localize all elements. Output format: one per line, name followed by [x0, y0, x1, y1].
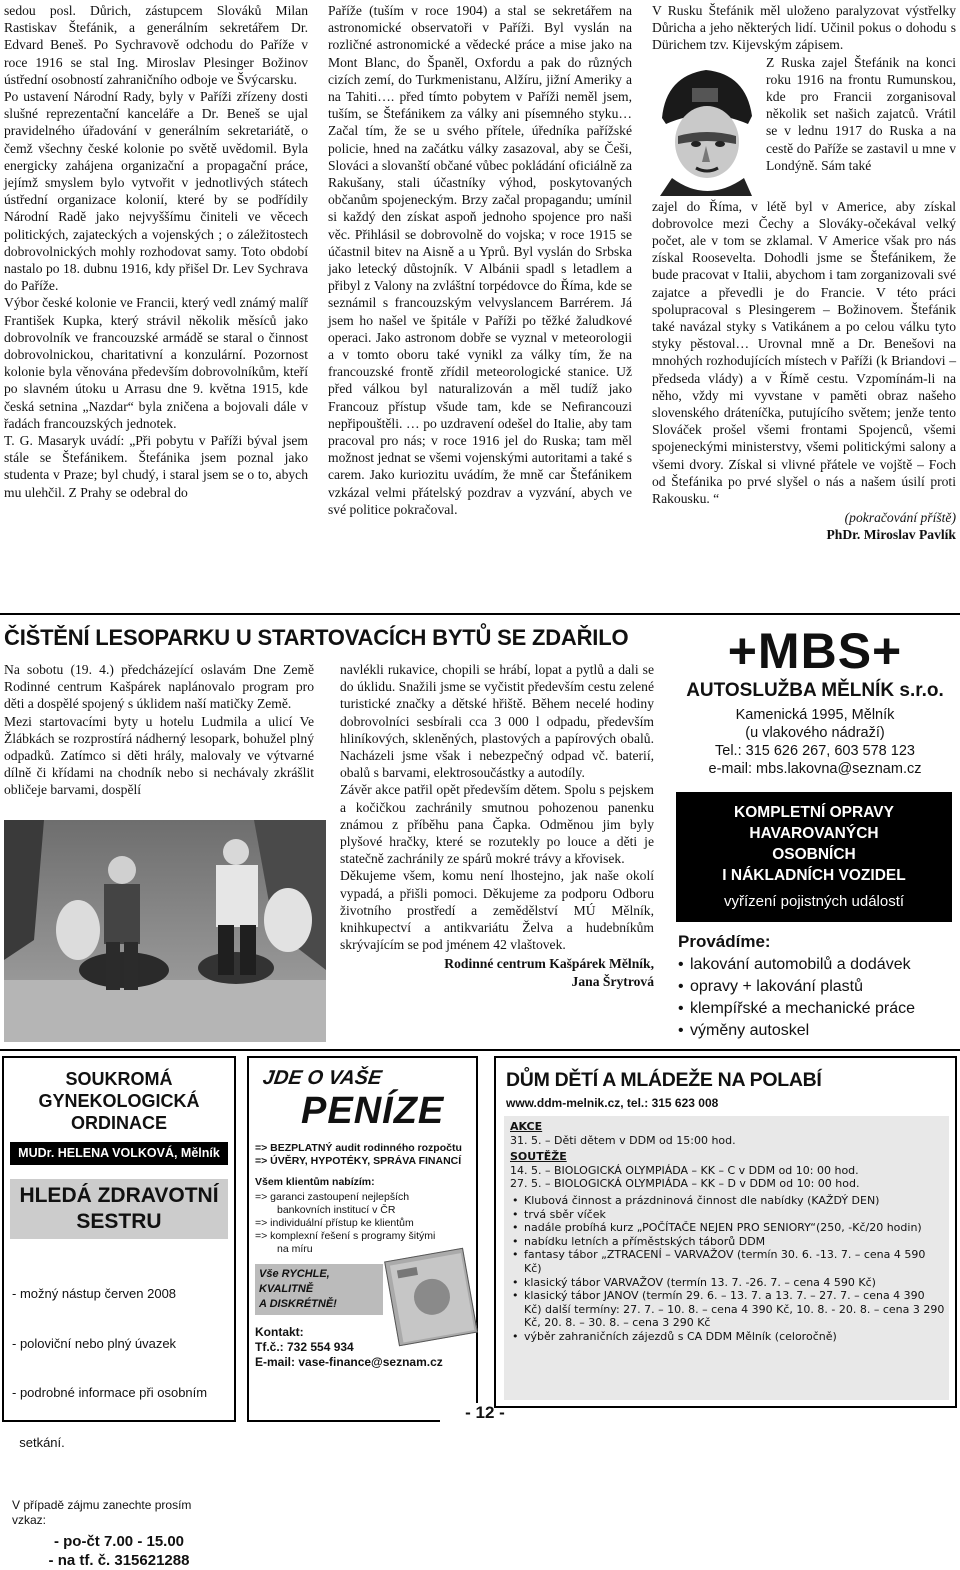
gyn-phone: - na tf. č. 315621288	[48, 1552, 190, 1570]
signature-line-1: Rodinné centrum Kašpárek Mělník,	[444, 956, 654, 972]
finance-offer-list	[255, 1191, 476, 1256]
finance-email[interactable]: E-mail: vase-finance@seznam.cz	[255, 1355, 443, 1369]
ddm-souteze-heading: SOUTĚŽE	[510, 1150, 567, 1164]
mbs-logo: +MBS+	[727, 623, 903, 679]
list-item: • klasický tábor JANOV (termín 29. 6. – 13. 7. a 13. 7. – 27. 7. – cena 4 390 Kč) další termíny: 27. 7. – 10. 8. – cena 4 390 Kč, 10. 8. - 20. 8. – cena 3 290 Kč, 20. 8. – 30. 8. – cena 3 290 Kč	[510, 1289, 945, 1330]
finance-clients-heading: Všem klientům nabízím:	[255, 1176, 375, 1188]
list-item: na míru	[277, 1243, 313, 1255]
list-item: => garanci zastoupení nejlepších	[255, 1191, 410, 1203]
ddm-akce-heading: AKCE	[510, 1120, 543, 1133]
finance-contact-heading: Kontakt:	[255, 1325, 304, 1339]
paragraph: zajel do Říma, v létě byl v Americe, aby získal dobrovolce mezi Čechy a Slováky-očekával velký počet, ale v tom se zklamal. V Americe však pro nás získal Roosevelta. Dohodli jsme se Štefánikem, že bude pracovat v Italii, abychom i tam zorganizovali své zajatce a převedli je do Francie. V této práci spolupracoval s Plesingerem – Božinovem. Štefánik také navázal styky s Vatikánem a po celou válku tyto styky pěstoval… Urovnal mně a Dr. Benešovi na mnohých rozhodujících místech v Paříži (k Briandovi –předseda vlády) a v Římě cestu. Vzpomínám-li na něho, vždy mi vyvstane v paměti obraz našeho slovenského dráteníčka, putujícího světem; jenže tento Slováček prošel všemi frontami Spojenců, všemi spojeneckými ministerstvy, všemi politickými salony a všemi dvory. Získal si vlivné přátele ve vojště – Foch od Štefánika po prvé slyšel o nás a našem úsilí proti Rakousku. “	[652, 198, 956, 507]
mbs-email[interactable]: e-mail: mbs.lakovna@seznam.cz	[708, 761, 922, 777]
paragraph: Na sobotu (19. 4.) předcházející oslavám Dne Země Rodinné centrum Kašpárek naplánovalo program pro děti a dospělé spojený s úklidem naší matičky Země.	[4, 662, 314, 712]
ddm-souteze-item: 14. 5. – BIOLOGICKÁ OLYMPIÁDA – KK – C v DDM od 10: 00 hod.	[510, 1163, 859, 1177]
gyn-hiring-box	[10, 1179, 228, 1239]
article-column-2	[328, 2, 632, 518]
finance-phone: Tf.č.: 732 554 934	[255, 1340, 354, 1354]
gyn-hiring-line-1: HLEDÁ ZDRAVOTNÍ	[19, 1184, 219, 1208]
mbs-address: Kamenická 1995, Mělník	[735, 707, 895, 723]
ddm-ad	[494, 1056, 957, 1408]
article2-column-right	[340, 661, 654, 990]
gyn-hours: - po-čt 7.00 - 15.00	[53, 1533, 185, 1551]
gyn-details	[12, 1253, 226, 1484]
gyn-contact-note: V případě zájmu zanechte prosím vzkaz:	[12, 1498, 192, 1528]
ddm-content	[504, 1116, 949, 1400]
list-item: • výměny autoskel	[676, 1020, 958, 1042]
list-item: • Klubová činnost a prázdninová činnost dle nabídky (KAŽDÝ DEN)	[510, 1194, 945, 1208]
gyn-detail-item: - možný nástup červen 2008	[12, 1286, 177, 1302]
mbs-company-name: AUTOSLUŽBA MĚLNÍK s.r.o.	[686, 680, 944, 701]
paragraph: Mezi startovacími byty u hotelu Ludmila a ulicí Ve Žlábkách se rozprostírá nádherný lesopark, bohužel plný odpadků. Zatímco si děti hrály, malovaly ve výtvarné dílně či křídami na chodník nebo si nechávaly zkrášlit obličeje barvami, dospělí	[4, 713, 314, 798]
list-item: • opravy + lakování plastů	[676, 976, 958, 998]
gyn-detail-item: - podrobné informace při osobním	[12, 1385, 208, 1401]
gynecology-ad	[2, 1056, 236, 1570]
banknote-image	[384, 1248, 478, 1347]
gyn-detail-item: setkání.	[12, 1434, 65, 1450]
finance-slogan-1: Vše RYCHLE, KVALITNĚ	[259, 1268, 330, 1295]
divider	[0, 1049, 960, 1051]
list-item: • klempířské a mechanické práce	[676, 998, 958, 1020]
gyn-detail-item: - poloviční nebo plný úvazek	[12, 1335, 177, 1351]
finance-slogan-2: A DISKRÉTNĚ!	[259, 1298, 337, 1310]
ddm-bullet-list	[510, 1194, 945, 1344]
paragraph: Výbor české kolonie ve Francii, který vedl známý malíř František Kupka, který strávil několik měsíců jako dobrovolník ve francouzské armádě se staral o činnost dobrovolnickou, charitativní a konzulární. Pozornost kolonie byla věnována především dobrovolníkům, kteří po slavném útoku u Arrasu dne 9. května 1915, kde česká setnina „Nazdar“ byla zničena a bojovali dále v řadách francouzských jednotek.	[4, 295, 308, 431]
gyn-doctor-bar: MUDr. HELENA VOLKOVÁ, Mělník	[10, 1142, 228, 1165]
ddm-akce-item: 31. 5. – Děti dětem v DDM od 15:00 hod.	[510, 1133, 736, 1147]
article-headline: ČIŠTĚNÍ LESOPARKU U STARTOVACÍCH BYTŮ SE ZDAŘILO	[4, 625, 629, 650]
cleanup-photo	[4, 820, 326, 1042]
list-item: • trvá sběr víček	[510, 1208, 945, 1222]
finance-title-1: JDE O VAŠE	[261, 1067, 384, 1089]
ddm-souteze-item: 27. 5. – BIOLOGICKÁ OLYMPIÁDA – KK – D v DDM od 10: 00 hod.	[510, 1177, 860, 1191]
article2-column-left	[4, 661, 314, 799]
ddm-website[interactable]: www.ddm-melnik.cz, tel.: 315 623 008	[506, 1096, 719, 1110]
list-item: => komplexní řešení s programy šitými	[255, 1230, 436, 1242]
mbs-box-subline: vyřízení pojistných událostí	[723, 893, 905, 910]
author: PhDr. Miroslav Pavlík	[826, 527, 956, 543]
list-item: • nabídku letních a příměstských táborů DDM	[510, 1235, 945, 1249]
mbs-box-line: KOMPLETNÍ OPRAVY	[734, 804, 894, 821]
ddm-title: DŮM DĚTÍ A MLÁDEŽE NA POLABÍ	[506, 1069, 822, 1091]
finance-title-2: PENÍZE	[301, 1090, 445, 1132]
paragraph: Paříže (tuším v roce 1904) a stal se sekretářem na astronomické observatoři v Paříži. Byl vyslán na rozličné astronomické a vědecké práce a mise jako na Mont Blanc, do Španěl, Oxfordu a pak do různých cizích zemí, do Turkmenistanu, Alžíru, jižní Ameriky a na Tahiti…. před tímto pobytem v Paříži neměl jsem, tuším, se Štefánikem za války ani písemného styku…Začal tím, že se u svého přítele, úředníka pařížské policie, hned na začátku války zasazoval, aby se Češi, Slováci a slovanští občané vůbec pokládání oficiálně za Rakušany, stali účastníky výhod, poskytovaných občanům spojeneckým. Brzy začal propagandu; umínil si každý den získat aspoň jednoho spojence pro naši věc. Přihlásil se dobrovolně do vojska; v roce 1915 se účastnil bitev na Aisně a u Yprů. Byl vyslán do Srbska jako letecký důstojník. V Albánii spadl s letadlem a přibyl z Valony na zvláštní torpédovce do Říma, kde se seznámil s francouzským velvyslancem Barrérem. Já jsem ho našel ve špitále v Paříži po těžké žaludkové operaci. Jako astronom dobře se vyznal v meteorologii a v tomto oboru také vynikl za války tím, že na francouzské frontě zřídil meteorologické stanice. Už před válkou byl naturalizován a měl tudíž jako Francouz přístup všude tam, kde se Neﬁrancouzi nepřipouštěli. … po uzdravení odešel do Italie, aby tam pracoval pro nás; v roce 1916 jel do Ruska; tam měl možnost jednat se všemi vojenskými autoritami a také s carem. Jako kuriozitu uvádím, že mně car Štefánikem vzkázal velmi přátelský pozdrav a vyzvání, abych ve své politice pokračoval.	[328, 3, 632, 517]
mbs-services-box	[676, 792, 952, 922]
paragraph: navlékli rukavice, chopili se hrábí, lopat a pytlů a dali se do úklidu. Snažili jsme se vyčistit především cestu zelené turistické značky a dětské hřiště. Během necelé hodiny dobrovolníci sesbírali cca 3 000 l odpadu, především hliníkových, skleněných, plastových a papírových obalů. Nacházeli jsme však i nebezpečný odpad vč. baterií, obalů s barvami, elektrosoučástky a autodíly.	[340, 662, 654, 781]
list-item: bankovních institucí v ČR	[277, 1204, 396, 1216]
list-item: • fantasy tábor „ZTRACENÍ – VARVAŽOV (termín 30. 6. -13. 7. – cena 4 590 Kč)	[510, 1248, 945, 1275]
mbs-box-line: I NÁKLADNÍCH VOZIDEL	[722, 867, 906, 884]
finance-ad	[247, 1056, 478, 1422]
list-item: • klasický tábor VARVAŽOV (termín 13. 7. -26. 7. – cena 4 590 Kč)	[510, 1276, 945, 1290]
paragraph: Z Ruska zajel Štefánik na konci roku 1916 na frontu Rumunskou, kde pro Francii zorganisoval několik set našich zajatců. Vrátil se v lednu 1917 do Ruska a na cestě do Paříže se zastavil u mne v Londýně. Sám také	[766, 54, 956, 173]
finance-slogan-box	[255, 1264, 383, 1315]
signature-line-2: Jana Šrytrová	[571, 973, 654, 989]
list-item: => individuální přístup ke klientům	[255, 1217, 414, 1229]
paragraph: Po ustavení Národní Rady, byly v Paříži zřízeny dosti slušné reprezentační kanceláře a Dr. Beneš se ujal pravidelného úřadování v generálním sekretariátě, o čemž všechny české kolonie po světě uvědomil. Byla energicky zahájena organizační a propagační práce, jejímž smyslem bylo vytvořit v jednotlivých státech ústřední organizace kolonií, které by se podřídily Národní Radě jako nejvyššímu činiteli ve věcech politických, zajateckých a vojenských ; o záležitostech dobrovolnických mohly rozhodovat samy. Toto období nastalo po 18. dubnu 1916, kdy přišel Dr. Lev Sychrava do Paříže.	[4, 89, 308, 294]
divider	[0, 613, 960, 615]
list-item: • lakování automobilů a dodávek	[676, 954, 958, 976]
gyn-title-1: SOUKROMÁ	[65, 1069, 173, 1089]
gyn-title-3: ORDINACE	[70, 1113, 167, 1133]
mbs-ad	[672, 622, 958, 1040]
page-number: - 12 -	[440, 1403, 530, 1423]
article-column-3	[652, 2, 956, 544]
paragraph: sedou posl. Důrich, zástupcem Slováků Milan Rastiskav Štefánik, a generálním sekretářem Dr. Edvard Beneš. Po Sychravově odchodu do Paříže v roce 1916 se stal Ing. Miroslav Plesinger Božinov ústřední osobností zahraničního odboje ve Švýcarsku.	[4, 3, 308, 87]
mbs-box-line: OSOBNÍCH	[772, 846, 856, 863]
article-column-1	[4, 2, 308, 501]
continued-note: (pokračování příště)	[844, 510, 956, 526]
mbs-address-note: (u vlakového nádraží)	[745, 725, 885, 741]
stefanik-portrait	[652, 58, 760, 196]
list-item: • nadále probíhá kurz „POČÍTAČE NEJEN PRO SENIORY“(250, -Kč/20 hodin)	[510, 1221, 945, 1235]
paragraph: Závěr akce patřil opět především dětem. Spolu s pejskem a kočičkou zachránily smutnou pohozenou panenku známou z příběhu pana Čapka. Odměnou jim byly plyšové hračky, které se rozutekly po louce a děti je statečně zachránily ze spárů mokré trávy a křovisek.	[340, 782, 654, 867]
gyn-title-2: GYNEKOLOGICKÁ	[38, 1091, 200, 1111]
mbs-box-line: HAVAROVANÝCH	[749, 825, 879, 842]
list-item: • výběr zahraničních zájezdů s CA DDM Mělník (celoročně)	[510, 1330, 945, 1344]
finance-line: => BEZPLATNÝ audit rodinného rozpočtu	[255, 1142, 462, 1154]
paragraph: Děkujeme všem, komu není lhostejno, jak naše okolí vypadá, a přišli pomoci. Děkujeme za podporu Odboru životního prostředí a zemědělství MÚ Mělník, knihkupectví a antikvariátu Želva a hudebníkům skrývajícím se pod jménem 42 vlaštovek.	[340, 868, 654, 953]
finance-line: => ÚVĚRY, HYPOTÉKY, SPRÁVA FINANCÍ	[255, 1155, 462, 1167]
paragraph: V Rusku Štefánik měl uloženo paralyzovat výstřelky Důricha a jeho některých lidí. Učinil pokus o dohodu s Dürichem tzv. Kijevským zápisem.	[652, 3, 956, 53]
gyn-hiring-line-2: SESTRU	[76, 1210, 162, 1234]
paragraph: T. G. Masaryk uvádí: „Při pobytu v Paříži býval jsem stále se Štefánikem. Štefánika jsem poznal jako studenta v Praze; byl chudý, i staral jsem se o to, abych mu ulehčil. Z Prahy se odebral do	[4, 433, 308, 500]
mbs-services-list	[676, 954, 958, 1042]
mbs-phone: Tel.: 315 626 267, 603 578 123	[715, 743, 915, 759]
mbs-provadime-heading: Provádíme:	[678, 932, 771, 951]
